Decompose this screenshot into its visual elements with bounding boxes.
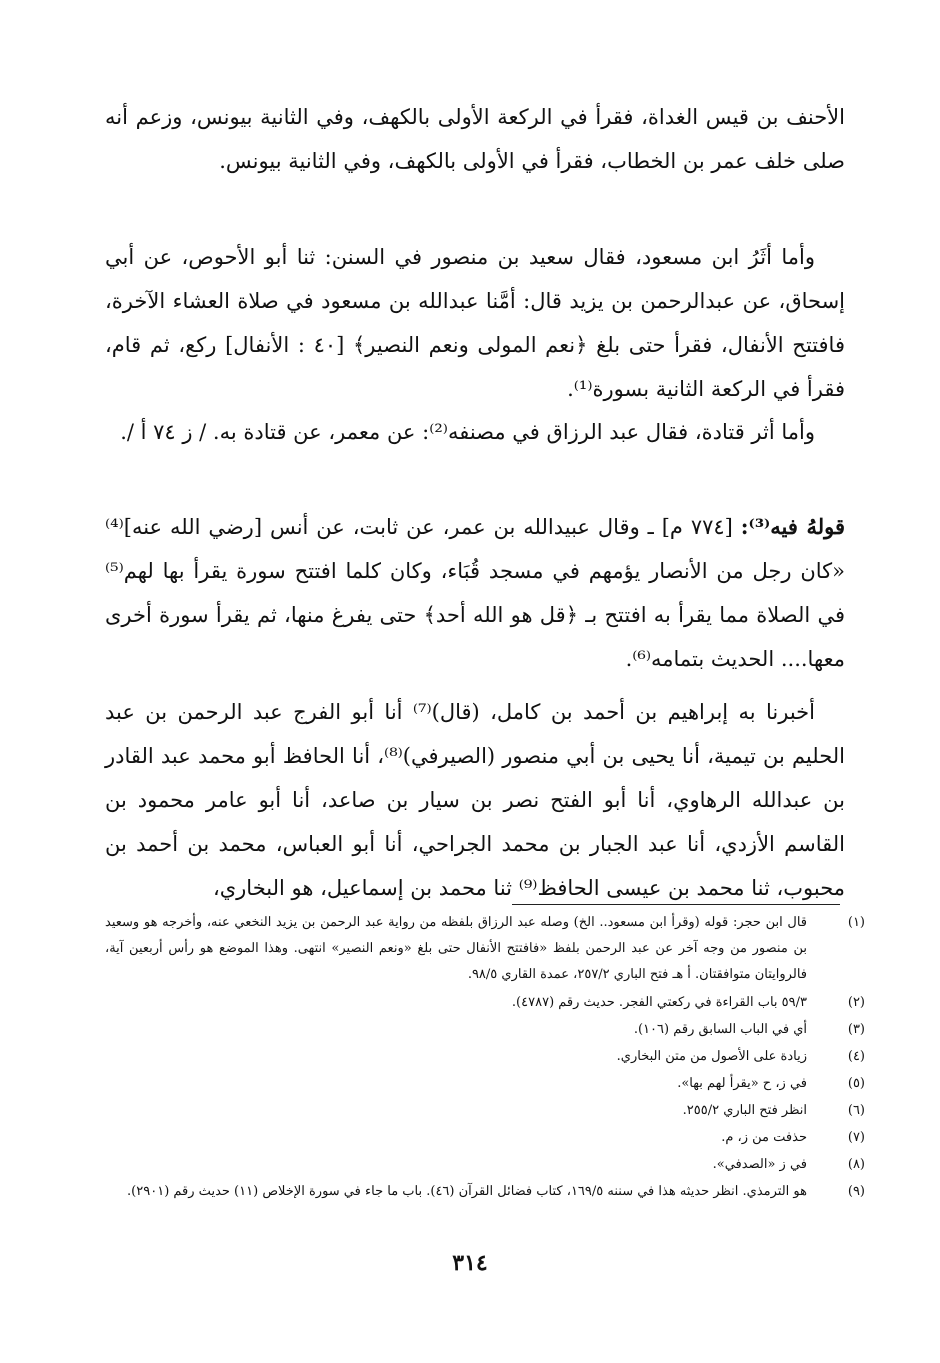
footnote-5 [105,1071,865,1097]
footnote-text: حذفت من ز، م. [721,1130,807,1145]
footnote-8 [105,1152,865,1178]
footnote-7 [105,1125,865,1151]
footnote-2 [105,990,865,1016]
footnote-number: (٦) [847,1103,865,1118]
footnote-4 [105,1044,865,1070]
footnote-divider [512,904,840,905]
footnote-number: (٩) [847,1184,865,1199]
footnote-number: (٧) [847,1130,865,1145]
paragraph-3: وأما أثر قتادة، فقال عبد الرزاق في مصنفه⁽²⁾: عن معمر، عن قتادة به. / ز ٧٤ أ /. [120,420,815,444]
footnote-number: (٣) [847,1022,865,1037]
footnote-number: (٥) [847,1076,865,1091]
paragraph-2: وأما أثَرُ ابن مسعود، فقال سعيد بن منصور في السنن: ثنا أبو الأحوص، عن أبي إسحاق، عن عبدالرحمن بن يزيد قال: أمَّنا عبدالله بن مسعود في صلاة العشاء الآخرة، فافتتح الأنفال، فقرأ حتى بلغ ﴿نعم المولى ونعم النصير﴾ [٤٠ : الأنفال] ركع، ثم قام، فقرأ في الركعة الثانية بسورة⁽¹⁾. [105,245,845,401]
paragraph-4 [105,505,845,681]
footnote-number: (٨) [847,1157,865,1172]
footnote-number: (٢) [847,995,865,1010]
footnote-text: في ز «الصدفي». [712,1157,807,1172]
footnote-1 [105,910,865,988]
footnote-text: زيادة على الأصول من متن البخاري. [616,1049,807,1064]
footnote-3 [105,1017,865,1043]
paragraph-1: الأحنف بن قيس الغداة، فقرأ في الركعة الأولى بالكهف، وفي الثانية بيونس، وزعم أنه صلى خلف عمر بن الخطاب، فقرأ في الأولى بالكهف، وفي الثانية بيونس. [105,105,845,173]
page-number: ٣١٤ [452,1250,488,1276]
footnote-text: في ز، ح «يقرأ لهم بها». [677,1076,807,1091]
footnote-number: (١) [847,915,865,930]
footnote-6 [105,1098,865,1124]
paragraph-4-body: [٧٧٤ م] ـ وقال عبيدالله بن عمر، عن ثابت، عن أنس [رضي الله عنه]⁽⁴⁾ «كان رجل من الأنصار يؤمهم في مسجد قُبَاء، وكان كلما افتتح سورة يقرأ بها لهم⁽⁵⁾ في الصلاة مما يقرأ به افتتح بـ ﴿قل هو الله أحد﴾ حتى يفرغ منها، ثم يقرأ سورة أخرى معها.... الحديث بتمامه⁽⁶⁾. [105,515,845,671]
footnote-text: انظر فتح الباري ٢٥٥/٢. [682,1103,807,1118]
footnote-text: ٥٩/٣ باب القراءة في ركعتي الفجر. حديث رقم (٤٧٨٧). [511,995,807,1010]
paragraph-4-lead: قولهُ فيه⁽³⁾: [740,514,846,539]
footnote-number: (٤) [847,1049,865,1064]
paragraph-5: أخبرنا به إبراهيم بن أحمد بن كامل، (قال)⁽⁷⁾ أنا أبو الفرج عبد الرحمن بن عبد الحليم بن تيمية، أنا يحيى بن أبي منصور (الصيرفي)⁽⁸⁾، أنا الحافظ أبو محمد عبد القادر بن عبدالله الرهاوي، أنا أبو الفتح نصر بن سيار بن صاعد، أنا أبو عامر محمود بن القاسم الأزدي، أنا عبد الجبار بن محمد الجراحي، أنا أبو العباس، محمد بن أحمد بن محبوب، ثنا محمد بن عيسى الحافظ⁽⁹⁾ ثنا محمد بن إسماعيل، هو البخاري، [105,700,845,900]
footnote-text: هو الترمذي. انظر حديثه هذا في سننه ١٦٩/٥، كتاب فضائل القرآن (٤٦). باب ما جاء في سورة الإخلاص (١١) حديث رقم (٢٩٠١). [127,1184,807,1199]
footnote-9 [105,1179,865,1231]
footnote-text: قال ابن حجر: قوله (وقرأ ابن مسعود.. الخ) وصله عبد الرزاق بلفظه من رواية عبد الرحمن بن يزيد النخعي عنه، وأخرجه هو وسعيد بن منصور من وجه آخر عن عبد الرحمن بلفظ «فافتتح الأنفال حتى بلغ «ونعم النصير» انتهى. وهذا الموضع هو رأس أربعين آية، فالروايتان متوافقتان. أ هـ فتح الباري ٢٥٧/٢، عمدة القاري ٩٨/٥. [105,915,807,982]
footnote-text: أي في الباب السابق رقم (١٠٦). [633,1022,807,1037]
